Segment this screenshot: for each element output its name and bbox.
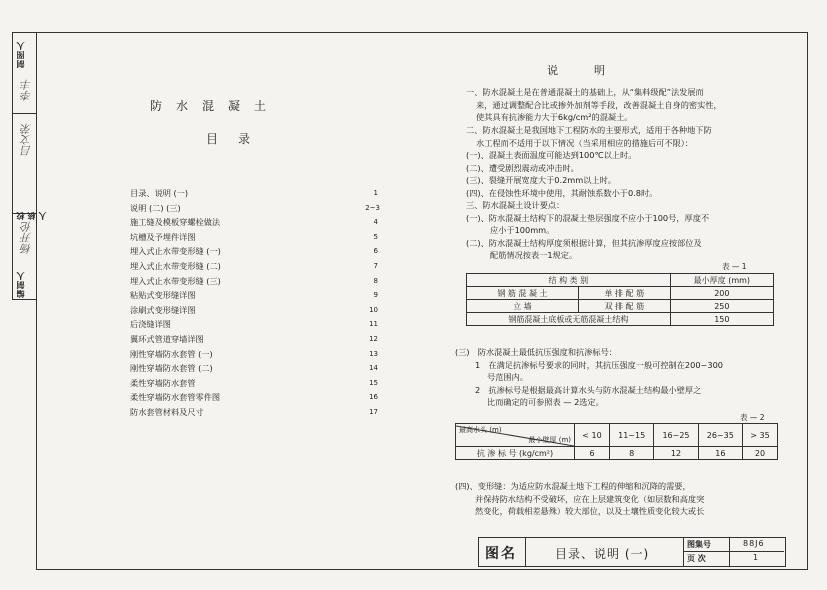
toc-item: 涂刷式变形缝详图 10 [130, 304, 378, 315]
toc-item: 埋入式止水带变形缝 (二) 7 [130, 260, 378, 271]
toc-item: 说明 (二) (三) 2~3 [130, 202, 380, 213]
page-value: 1 [753, 553, 759, 562]
table-row: 立 墙 双 排 配 筋 250 [467, 300, 774, 313]
signature-strip [12, 32, 47, 300]
strip-cell-author [13, 213, 37, 299]
drawing-name-cell [525, 538, 684, 566]
table1-label: 表 — 1 [722, 262, 747, 271]
atlas-cells [683, 538, 785, 566]
toc-item: 坑槽及予埋件详图 5 [130, 231, 378, 242]
paragraph-4: (三) 防水混凝土最低抗压强度和抗渗标号： 1 在满足抗渗标号要求的同时，其抗压强度一般可控制在200~300 号范围内。 2 抗渗标号是根据最高计算水头与防水混凝土结构最小壁厚之 比而确定的可参照表 — 2选定。 [455, 347, 724, 407]
toc-item: 刚性穿墙防水套管 (二) 14 [130, 363, 378, 374]
strip-label-checker: 校核人 [16, 211, 47, 220]
toc-heading: 目录 [206, 132, 271, 146]
toc-item: 防水套管材料及尺寸 17 [130, 406, 378, 417]
table-row: 抗 渗 标 号 (kg/cm²) 6 8 12 16 20 [456, 447, 778, 460]
table-of-contents [130, 186, 378, 420]
paragraph-1: 一、防水混凝土是在普通混凝土的基础上，从“集料级配”法发展而 来，通过调整配合比或掺外加剂等手段，改善混凝土自身的密实性， 使其具有抗渗能力大于6kg/cm²的混凝土。 [466, 87, 722, 122]
toc-item: 粘贴式变形缝详图 9 [130, 290, 378, 301]
table2-label: 表 — 2 [740, 413, 765, 422]
thickness-table [466, 273, 774, 326]
paragraph-2: 二、防水混凝土是我国地下工程防水的主要形式，适用于各种地下防 水工程而不适用于以下情况（当采用相应的措施后可不限）： (一)、混凝土表面温度可能达到100℃以上时。 (二)、遭受剧烈震动或冲击时。 (三)、裂缝开展宽度大于0.2mm以上时。 (四)、在侵蚀性环境中使用，其耐蚀系数小于0.8时。 [466, 125, 712, 198]
strip-cell-checker [13, 113, 47, 220]
strip-label-drawer: 制图人 [16, 41, 25, 68]
paragraph-3: 三、防水混凝土设计要点： (一)、防水混凝土结构下的混凝土垫层强度不应小于100号，厚度不 应小于100mm。 (二)、防水混凝土结构厚度须根据计算，但其抗渗厚度应按部位及 配筋情况按表一1规定。 [466, 200, 710, 260]
signature-author: 杨开伦 [20, 221, 33, 254]
page-label: 页 次 [687, 554, 706, 563]
corner-bottom: 最小壁厚 (m) [528, 436, 571, 444]
toc-item: 施工缝及模板穿螺栓做法 4 [130, 217, 378, 228]
table-row: 钢筋混凝土底板或无筋混凝土结构 150 [467, 313, 774, 326]
corner-top: 最高水头 (m) [459, 426, 502, 434]
signature-checker: 吕文荣 [20, 123, 33, 156]
table1-header-category: 结 构 类 别 [467, 274, 671, 287]
toc-item: 埋入式止水带变形缝 (一) 6 [130, 246, 378, 257]
toc-item: 翼环式管道穿墙详图 12 [130, 333, 378, 344]
tuming-label: 图名 [485, 546, 517, 562]
tuming-cell [479, 538, 526, 566]
table1-header-thickness: 最小厚度 (mm) [670, 274, 773, 287]
toc-item: 后浇缝详图 11 [130, 319, 378, 330]
table2-corner [456, 424, 575, 447]
toc-item: 柔性穿墙防水套管零件图 16 [130, 392, 378, 403]
impermeability-table: 最高水头 (m) 最小壁厚 (m) < 10 11~15 16~25 26~35 > 35 抗 渗 标 号 (kg/cm²) 6 8 12 16 20 [455, 423, 778, 460]
paragraph-5: (四)、变形缝：为适应防水混凝土地下工程的伸缩和沉降的需要， 并保持防水结构不受破坏，应在上层建筑变化（如层数和高度突 然变化，荷载相差悬殊）较大部位，以及土壤性质变化较大或长 [455, 481, 705, 516]
atlas-label: 图集号 [687, 540, 711, 549]
drawing-name: 目录、说明 (一) [555, 547, 650, 561]
toc-item: 柔性穿墙防水套管 15 [130, 377, 378, 388]
atlas-value: 88J6 [743, 539, 765, 548]
toc-item: 埋入式止水带变形缝 (三) 8 [130, 275, 378, 286]
toc-item: 目录、说明 (一) 1 [130, 188, 378, 198]
booklet-title: 防水混凝土 [150, 99, 281, 113]
strip-label-author: 编制人 [16, 271, 25, 298]
signature-drawer: 李丰 [20, 79, 33, 101]
toc-item: 刚性穿墙防水套管 (一) 13 [130, 348, 378, 359]
strip-cell-drawer [13, 33, 37, 114]
title-block [478, 537, 786, 567]
explanation-title: 说明 [547, 64, 641, 77]
table-row: 钢 筋 混 凝 土 单 排 配 筋 200 [467, 287, 774, 300]
